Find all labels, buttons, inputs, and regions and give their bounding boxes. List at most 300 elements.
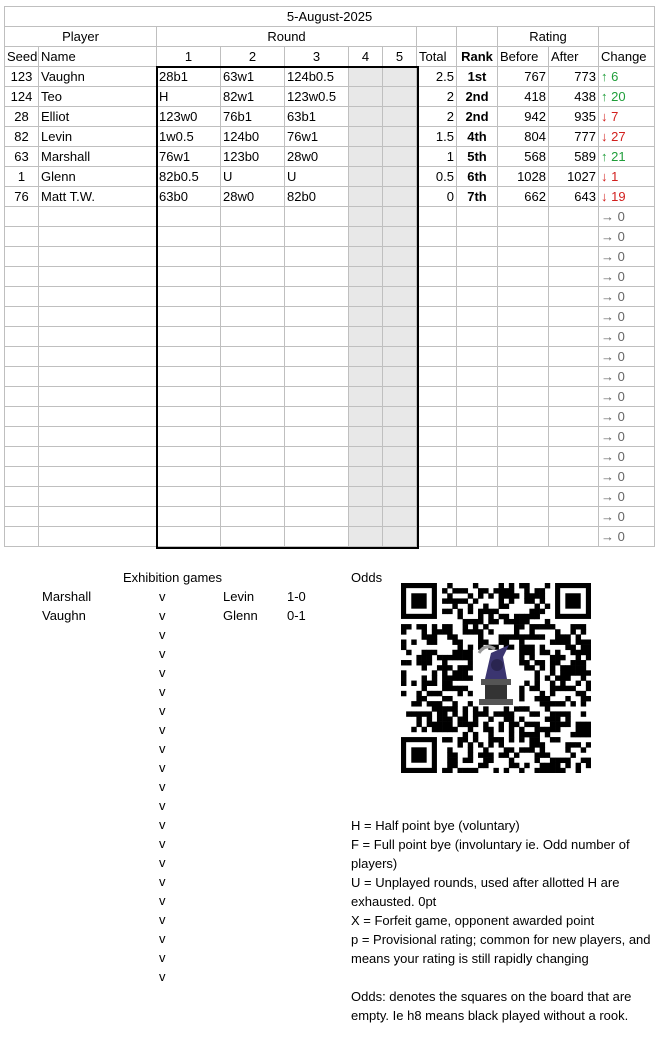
qr-module [427, 717, 432, 722]
name-cell: Teo [39, 87, 157, 107]
seed-cell: 82 [5, 127, 39, 147]
qr-module [514, 614, 519, 619]
round-5-cell [383, 327, 417, 347]
qr-module [565, 634, 570, 639]
empty-row [5, 227, 655, 247]
round-5-cell [383, 67, 417, 87]
qr-module [509, 763, 514, 768]
qr-module [401, 624, 406, 629]
change-col-header: Change [599, 47, 655, 67]
qr-module [473, 711, 478, 716]
qr-module [570, 665, 575, 670]
qr-module [560, 681, 565, 686]
qr-module [514, 752, 519, 757]
rank-cell: 7th [457, 187, 498, 207]
qr-module [457, 717, 462, 722]
qr-module [422, 650, 427, 655]
versus-marker: v [159, 912, 166, 927]
versus-marker: v [159, 855, 166, 870]
qr-module [432, 624, 437, 629]
qr-module [524, 747, 529, 752]
exhibition-player-1: Marshall [42, 589, 92, 604]
qr-module [422, 686, 427, 691]
round-1-cell: 123w0 [157, 107, 221, 127]
qr-finder-inner [411, 593, 426, 608]
qr-module [550, 665, 555, 670]
round-3-cell [285, 507, 349, 527]
round-1-cell: 76w1 [157, 147, 221, 167]
qr-module [555, 639, 560, 644]
round-1-cell: 1w0.5 [157, 127, 221, 147]
empty-row [5, 427, 655, 447]
qr-module [437, 701, 442, 706]
legend-item: X = Forfeit game, opponent awarded point [351, 913, 595, 928]
rating-after-cell [549, 327, 599, 347]
qr-module [560, 768, 565, 773]
qr-module [473, 722, 478, 727]
round-1-cell [157, 447, 221, 467]
round-3-cell [285, 407, 349, 427]
change-value: 0 [617, 449, 625, 464]
qr-module [529, 742, 534, 747]
qr-module [499, 593, 504, 598]
qr-module [545, 604, 550, 609]
round-2-cell [221, 387, 285, 407]
qr-module [529, 686, 534, 691]
qr-module [468, 650, 473, 655]
name-cell [39, 347, 157, 367]
round-2-cell: 63w1 [221, 67, 285, 87]
rating-change-cell [599, 67, 655, 87]
qr-module [529, 614, 534, 619]
qr-module [422, 727, 427, 732]
qr-module [535, 675, 540, 680]
qr-module [422, 624, 427, 629]
empty-row [5, 407, 655, 427]
rating-before-cell [498, 487, 549, 507]
round-5-header: 5 [383, 47, 417, 67]
total-cell: 2 [417, 107, 457, 127]
qr-module [463, 619, 468, 624]
qr-module [581, 722, 586, 727]
total-cell [417, 267, 457, 287]
qr-module [463, 629, 468, 634]
versus-marker: v [159, 817, 166, 832]
qr-module [545, 624, 550, 629]
qr-module [560, 665, 565, 670]
rank-spacer [457, 27, 498, 47]
versus-marker: v [159, 950, 166, 965]
round-2-cell [221, 327, 285, 347]
qr-module [504, 634, 509, 639]
qr-module [478, 752, 483, 757]
rank-cell: 2nd [457, 107, 498, 127]
qr-module [565, 711, 570, 716]
qr-module [581, 747, 586, 752]
round-4-cell [349, 287, 383, 307]
qr-module [550, 624, 555, 629]
rank-cell: 4th [457, 127, 498, 147]
round-5-cell [383, 287, 417, 307]
round-1-cell [157, 467, 221, 487]
arrow-right-icon: → [601, 469, 614, 484]
qr-module [437, 665, 442, 670]
arrow-up-icon: ↑ [601, 89, 608, 104]
change-value: 0 [617, 529, 625, 544]
rating-change-cell [599, 287, 655, 307]
round-2-cell [221, 447, 285, 467]
qr-module [555, 650, 560, 655]
qr-module [509, 747, 514, 752]
change-value: 7 [611, 109, 619, 124]
round-1-cell [157, 287, 221, 307]
player-header: Player [5, 27, 157, 47]
round-1-cell [157, 487, 221, 507]
legend-item: p = Provisional rating; common for new players, and means your rating is still rapidly changing [351, 932, 651, 966]
qr-module [442, 711, 447, 716]
qr-module [524, 645, 529, 650]
versus-marker: v [159, 798, 166, 813]
name-cell [39, 367, 157, 387]
odds-label: Odds [351, 570, 383, 585]
qr-module [570, 742, 575, 747]
qr-module [463, 717, 468, 722]
round-4-cell [349, 127, 383, 147]
qr-module [488, 609, 493, 614]
round-5-cell [383, 87, 417, 107]
qr-module [452, 655, 457, 660]
qr-module [427, 701, 432, 706]
qr-module [540, 763, 545, 768]
arrow-right-icon: → [601, 309, 614, 324]
qr-module [427, 639, 432, 644]
round-5-cell [383, 487, 417, 507]
rating-change-cell [599, 487, 655, 507]
qr-module [468, 609, 473, 614]
qr-module [570, 670, 575, 675]
rating-before-cell [498, 447, 549, 467]
round-3-cell [285, 467, 349, 487]
round-3-cell: U [285, 167, 349, 187]
rating-before-cell: 767 [498, 67, 549, 87]
qr-module [432, 722, 437, 727]
before-col-header: Before [498, 47, 549, 67]
rating-before-cell [498, 367, 549, 387]
qr-module [478, 614, 483, 619]
qr-module [401, 670, 406, 675]
round-5-cell [383, 367, 417, 387]
qr-module [519, 717, 524, 722]
qr-module [468, 722, 473, 727]
qr-module [427, 681, 432, 686]
change-value: 19 [611, 189, 626, 204]
qr-module [442, 655, 447, 660]
round-3-cell [285, 287, 349, 307]
qr-module [478, 593, 483, 598]
empty-row [5, 267, 655, 287]
qr-module [406, 660, 411, 665]
qr-module [457, 609, 462, 614]
round-1-cell [157, 527, 221, 547]
qr-module [565, 665, 570, 670]
qr-module [535, 634, 540, 639]
qr-module [478, 763, 483, 768]
round-1-cell [157, 207, 221, 227]
qr-module [478, 609, 483, 614]
seed-col-header: Seed [5, 47, 39, 67]
round-4-cell [349, 167, 383, 187]
qr-module [452, 670, 457, 675]
qr-module [416, 624, 421, 629]
round-4-cell [349, 407, 383, 427]
rank-cell [457, 507, 498, 527]
qr-module [447, 737, 452, 742]
qr-module [519, 634, 524, 639]
rating-before-cell [498, 467, 549, 487]
rating-after-cell [549, 527, 599, 547]
qr-module [529, 655, 534, 660]
versus-marker: v [159, 931, 166, 946]
qr-module [499, 742, 504, 747]
rating-change-cell [599, 527, 655, 547]
qr-module [452, 634, 457, 639]
qr-module [519, 706, 524, 711]
qr-module [535, 681, 540, 686]
qr-module [565, 675, 570, 680]
round-4-cell [349, 207, 383, 227]
qr-module [540, 701, 545, 706]
qr-module [535, 588, 540, 593]
qr-module [514, 634, 519, 639]
qr-module [483, 588, 488, 593]
rating-after-cell [549, 227, 599, 247]
round-4-cell [349, 347, 383, 367]
arrow-down-icon: ↓ [601, 169, 608, 184]
qr-module [540, 598, 545, 603]
qr-module [555, 675, 560, 680]
qr-module [581, 665, 586, 670]
rating-change-cell [599, 347, 655, 367]
qr-module [499, 588, 504, 593]
round-3-cell [285, 307, 349, 327]
qr-module [488, 727, 493, 732]
qr-module [576, 665, 581, 670]
rating-before-cell: 1028 [498, 167, 549, 187]
qr-module [432, 691, 437, 696]
qr-module [545, 763, 550, 768]
qr-module [478, 619, 483, 624]
qr-module [473, 737, 478, 742]
arrow-right-icon: → [601, 509, 614, 524]
arrow-right-icon: → [601, 409, 614, 424]
qr-module [468, 701, 473, 706]
round-5-cell [383, 107, 417, 127]
round-3-cell [285, 227, 349, 247]
rank-cell [457, 367, 498, 387]
change-value: 0 [617, 209, 625, 224]
qr-module [457, 768, 462, 773]
qr-module [493, 711, 498, 716]
qr-module [463, 675, 468, 680]
qr-module [550, 722, 555, 727]
name-cell: Elliot [39, 107, 157, 127]
qr-module [524, 598, 529, 603]
qr-module [535, 752, 540, 757]
qr-module [570, 629, 575, 634]
change-value: 0 [617, 469, 625, 484]
name-cell [39, 207, 157, 227]
qr-module [535, 758, 540, 763]
qr-module [560, 701, 565, 706]
qr-module [586, 696, 591, 701]
qr-module [493, 768, 498, 773]
name-cell [39, 447, 157, 467]
rating-change-cell [599, 227, 655, 247]
empty-row [5, 327, 655, 347]
qr-module [519, 645, 524, 650]
qr-module [422, 696, 427, 701]
qr-module [499, 722, 504, 727]
qr-module [416, 701, 421, 706]
qr-module [463, 737, 468, 742]
qr-module [555, 768, 560, 773]
round-5-cell [383, 407, 417, 427]
qr-module [524, 763, 529, 768]
round-4-cell [349, 247, 383, 267]
qr-module [422, 660, 427, 665]
round-2-cell: 82w1 [221, 87, 285, 107]
qr-module [529, 609, 534, 614]
player-row [5, 127, 655, 147]
qr-module [555, 634, 560, 639]
qr-module [529, 722, 534, 727]
qr-module [550, 686, 555, 691]
rating-before-cell [498, 427, 549, 447]
round-1-cell: 82b0.5 [157, 167, 221, 187]
qr-module [524, 588, 529, 593]
rank-cell [457, 447, 498, 467]
qr-module [468, 593, 473, 598]
arrow-right-icon: → [601, 369, 614, 384]
round-3-cell [285, 327, 349, 347]
round-4-cell [349, 87, 383, 107]
name-cell [39, 527, 157, 547]
qr-module [437, 727, 442, 732]
qr-module [473, 598, 478, 603]
rating-change-cell [599, 367, 655, 387]
qr-module [483, 604, 488, 609]
qr-module [545, 675, 550, 680]
qr-module [406, 711, 411, 716]
qr-module [540, 747, 545, 752]
odds-note: Odds: denotes the squares on the board that are empty. Ie h8 means black played without a rook. [351, 989, 632, 1023]
empty-row [5, 467, 655, 487]
round-1-cell [157, 227, 221, 247]
qr-module [529, 634, 534, 639]
qr-module [514, 619, 519, 624]
rating-after-cell [549, 267, 599, 287]
rank-cell [457, 527, 498, 547]
qr-module [570, 752, 575, 757]
total-cell [417, 407, 457, 427]
qr-module [560, 758, 565, 763]
round-5-cell [383, 207, 417, 227]
round-1-cell [157, 247, 221, 267]
versus-marker: v [159, 836, 166, 851]
qr-module [576, 768, 581, 773]
qr-module [488, 752, 493, 757]
rating-after-cell: 777 [549, 127, 599, 147]
qr-module [473, 624, 478, 629]
qr-module [473, 706, 478, 711]
qr-module [519, 583, 524, 588]
seed-cell: 1 [5, 167, 39, 187]
rating-change-cell [599, 107, 655, 127]
qr-module [509, 598, 514, 603]
qr-module [540, 650, 545, 655]
qr-module [463, 711, 468, 716]
qr-module [576, 655, 581, 660]
round-4-cell [349, 487, 383, 507]
round-1-cell [157, 267, 221, 287]
versus-marker: v [159, 760, 166, 775]
qr-module [437, 722, 442, 727]
total-cell: 1.5 [417, 127, 457, 147]
rank-cell [457, 267, 498, 287]
qr-module [463, 624, 468, 629]
round-4-cell [349, 267, 383, 287]
round-1-cell [157, 307, 221, 327]
qr-module [519, 691, 524, 696]
round-3-cell: 63b1 [285, 107, 349, 127]
rating-change-cell [599, 307, 655, 327]
round-2-cell [221, 507, 285, 527]
seed-cell [5, 327, 39, 347]
qr-module [519, 696, 524, 701]
qr-module [540, 609, 545, 614]
qr-module [452, 588, 457, 593]
versus-marker: v [159, 646, 166, 661]
player-row [5, 107, 655, 127]
arrow-right-icon: → [601, 289, 614, 304]
qr-module [504, 593, 509, 598]
seed-cell [5, 447, 39, 467]
round-3-cell [285, 347, 349, 367]
player-row [5, 147, 655, 167]
round-3-cell: 123w0.5 [285, 87, 349, 107]
rating-after-cell [549, 287, 599, 307]
qr-module [416, 655, 421, 660]
rating-before-cell: 418 [498, 87, 549, 107]
qr-module [463, 670, 468, 675]
round-1-cell [157, 407, 221, 427]
qr-module [540, 696, 545, 701]
qr-module [442, 722, 447, 727]
legend-item: U = Unplayed rounds, used after allotted H are exhausted. 0pt [351, 875, 620, 909]
name-cell [39, 247, 157, 267]
qr-module [586, 763, 591, 768]
qr-module [468, 675, 473, 680]
rating-before-cell: 804 [498, 127, 549, 147]
qr-module [514, 722, 519, 727]
qr-module [576, 722, 581, 727]
change-value: 0 [617, 269, 625, 284]
qr-module [545, 696, 550, 701]
qr-module [565, 670, 570, 675]
name-cell [39, 287, 157, 307]
versus-marker: v [159, 665, 166, 680]
rating-after-cell [549, 367, 599, 387]
